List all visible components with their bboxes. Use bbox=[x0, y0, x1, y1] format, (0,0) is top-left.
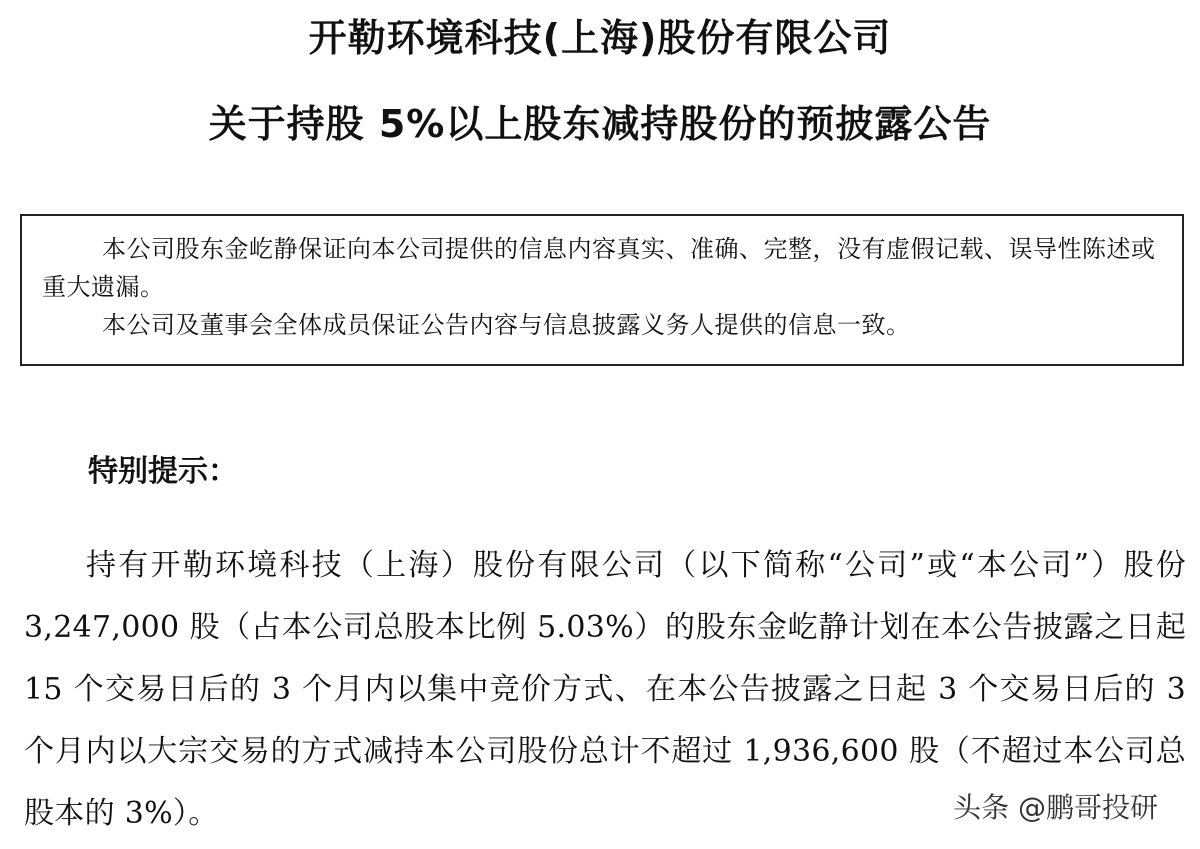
company-name-title: 开勒环境科技(上海)股份有限公司 bbox=[308, 16, 892, 60]
announcement-title: 关于持股 5%以上股东减持股份的预披露公告 bbox=[208, 102, 992, 146]
special-notice-heading: 特别提示： bbox=[88, 454, 238, 489]
special-notice-body: 持有开勒环境科技（上海）股份有限公司（以下简称“公司”或“本公司”）股份 3,247,000 股（占本公司总股本比例 5.03%）的股东金屹静计划在本公告披露之日起 15 个交易日后的 3 个月内以集中竞价方式、在本公告披露之日起 3 个交易日后的 3 个月内以大宗交易的方式减持本公司股份总计不超过 1,936,600 股（不超过本公司总股本的 3%）。 bbox=[24, 548, 1186, 831]
disclaimer-box bbox=[20, 214, 1184, 366]
disclaimer-paragraph-shareholder: 本公司股东金屹静保证向本公司提供的信息内容真实、准确、完整，没有虚假记载、误导性陈述或重大遗漏。 bbox=[42, 235, 1156, 301]
disclaimer-paragraph-board: 本公司及董事会全体成员保证公告内容与信息披露义务人提供的信息一致。 bbox=[102, 311, 911, 339]
source-watermark: 头条 @鹏哥投研 bbox=[939, 786, 1172, 834]
